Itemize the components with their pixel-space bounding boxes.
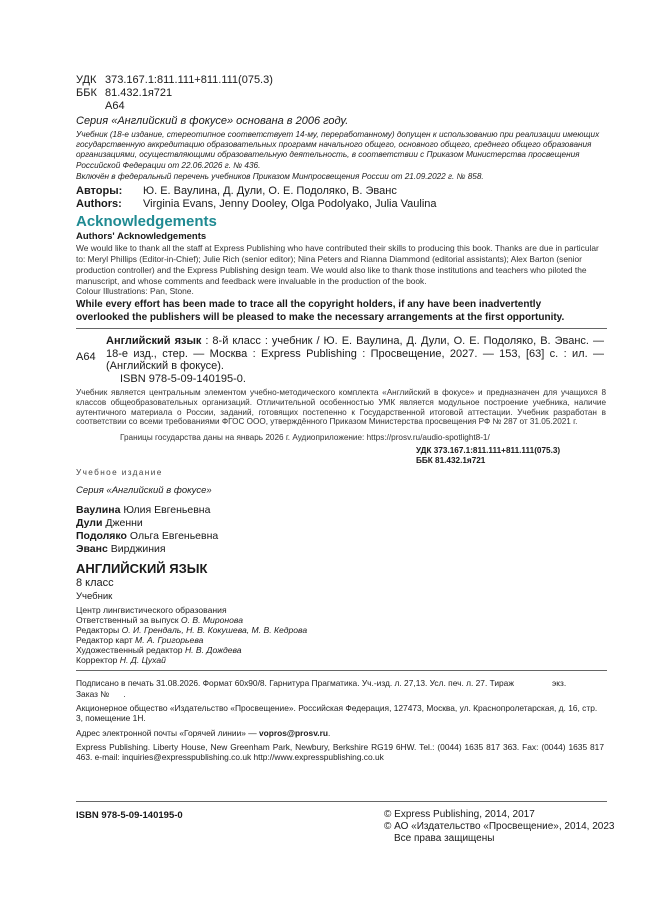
staff-value: М. А. Григорьева: [135, 635, 204, 645]
acknowledgements-subheading: Authors' Acknowledgements: [76, 231, 207, 242]
catalog-description: [106, 335, 604, 373]
staff-value: Н. В. Дождева: [184, 645, 242, 655]
catalog-bbk: ББК 81.432.1я721: [416, 456, 486, 465]
person-vaulina: [76, 504, 210, 517]
authors-ru-value: Ю. Е. Ваулина, Д. Дули, О. Е. Подоляко, В. Эванс: [143, 185, 397, 197]
series-note: Серия «Английский в фокусе» основана в 2006 году.: [76, 115, 349, 127]
book-kind: Учебник: [76, 591, 113, 602]
person-name: Вирджиния: [110, 543, 166, 555]
print-info-line1: [76, 678, 604, 688]
print-info-line2: [76, 689, 604, 699]
approval-note: Учебник (18-е издание, стереотипное соответствует 14-му, переработанному) допущен к использованию при реализации имеющих государственную аккредитацию образовательных программ начального общего, основного общего, среднего общего образования организациями, осуществляющими образовательную деятельность, в соответствии с Приказом Министерства просвещения Российской Федерации от 22.06.2026 г. № 436.: [76, 130, 600, 170]
catalog-isbn: ISBN 978-5-09-140195-0.: [120, 373, 246, 385]
company-info: Акционерное общество «Издательство «Просвещение». Российская Федерация, 127473, Москва, ул. Краснопролетарская, д. 16, стр. 3, помещение 1Н.: [76, 703, 598, 724]
catalog-code: А64: [105, 100, 125, 112]
person-name: Дженни: [105, 517, 143, 529]
person-surname: Ваулина: [76, 504, 121, 516]
person-surname: Эванс: [76, 543, 108, 555]
email-end: .: [327, 728, 331, 738]
authors-ru: [76, 185, 397, 198]
book-grade: 8 класс: [76, 577, 114, 589]
email-value: vopros@prosv.ru: [258, 728, 328, 738]
divider-top: [76, 328, 607, 329]
colour-illustrations: Colour Illustrations: Pan, Stone.: [76, 286, 194, 296]
udk-label: УДК: [76, 74, 97, 86]
catalog-udk: УДК 373.167.1:811.111+811.111(075.3): [416, 446, 561, 455]
copyright-holders-note: While every effort has been made to trace all the copyright holders, if any have been inadvertently overlooked the publishers will be pleased to make the necessary arrangements at the first opportunity.: [76, 299, 565, 323]
staff-value: Н. Д. Цухай: [119, 655, 166, 665]
print-info-text: Подписано в печать 31.08.2026. Формат 60x90/8. Гарнитура Прагматика. Уч.-изд. л. 27,13. Усл. печ. л. 27. Тираж: [76, 678, 514, 688]
email-label: Адрес электронной почты «Горячей линии» —: [76, 728, 257, 738]
series-name: Серия «Английский в фокусе»: [76, 485, 212, 496]
acknowledgements-heading: Acknowledgements: [76, 213, 217, 230]
order-number-label: Заказ №: [76, 689, 110, 699]
hotline-email-line: [76, 728, 604, 738]
catalog-card-code: А64: [76, 351, 96, 363]
express-publishing-info: Express Publishing. Liberty House, New Greenham Park, Newbury, Berkshire RG19 6HW. Tel.: (0044) 1635 817 363. Fax: (0044) 1635 817 463. e-mail: inquiries@expresspublishing.co.uk http://www.expresspublishing.co.uk: [76, 742, 604, 763]
edition-type: Учебное издание: [76, 468, 163, 477]
person-name: Ольга Евгеньевна: [129, 530, 219, 542]
copyright-line: © Express Publishing, 2014, 2017: [384, 809, 535, 820]
federal-list-note: Включён в федеральный перечень учебников Приказом Минпросвещения России от 21.09.2022 г. № 858.: [76, 172, 484, 181]
staff-label: Редакторы: [76, 625, 120, 635]
order-number-dot: .: [123, 689, 126, 699]
book-title: АНГЛИЙСКИЙ ЯЗЫК: [76, 561, 208, 576]
authors-en: [76, 198, 437, 211]
bbk-value: 81.432.1я721: [105, 87, 173, 99]
udk-value: 373.167.1:811.111+811.111(075.3): [105, 74, 273, 86]
staff-center: Центр лингвистического образования: [76, 605, 227, 615]
borders-audio-note: Границы государства даны на январь 2026 г. Аудиоприложение: https://prosv.ru/audio-spotlight8-1/: [120, 433, 490, 442]
staff-value: О. В. Миронова: [180, 615, 243, 625]
divider-bottom: [76, 801, 607, 802]
bbk-label: ББК: [76, 87, 97, 99]
udk-line: [76, 74, 273, 87]
staff-label: Редактор карт: [76, 635, 133, 645]
bbk-line: [76, 87, 172, 100]
staff-corrector: [76, 656, 166, 666]
authors-en-label: Authors:: [76, 198, 122, 210]
authors-ru-label: Авторы:: [76, 185, 123, 197]
person-name: Юлия Евгеньевна: [123, 504, 211, 516]
catalog-title: Английский язык: [106, 335, 202, 347]
staff-label: Ответственный за выпуск: [76, 615, 179, 625]
person-dooley: [76, 517, 143, 530]
copyright-line: © АО «Издательство «Просвещение», 2014, 2023: [384, 821, 615, 832]
catalog-abstract: Учебник является центральным элементом учебно-методического комплекта «Английский в фокусе» и предназначен для учащихся 8 классов общеобразовательных организаций. Отличительной особенностью УМК является модульное построение учебника, наличие аутентичного материала о России, заданий, готовящих постепенно к Государственной итоговой аттестации. Учебник разработан в соответствии со всеми требованиями ФГОС ООО, утверждённого Приказом Министерства просвещения РФ № 287 от 31.05.2021 г.: [76, 388, 606, 427]
person-podolyako: [76, 530, 218, 543]
catalog-text: : 8-й класс : учебник / Ю. Е. Ваулина, Д. Дули, О. Е. Подоляко, В. Эванс. — 18-е изд., стер. — Москва : Express Publishing : Просвещение, 2027. — 153, [63] с. : ил. — (Английский в фокусе).: [106, 335, 604, 372]
staff-value: О. И. Грендаль, Н. В. Кокушева, М. В. Кедрова: [121, 625, 308, 635]
staff-label: Корректор: [76, 655, 118, 665]
person-surname: Подоляко: [76, 530, 127, 542]
divider-middle: [76, 670, 607, 671]
person-evans: [76, 543, 166, 556]
authors-en-value: Virginia Evans, Jenny Dooley, Olga Podolyako, Julia Vaulina: [143, 198, 437, 210]
staff-label: Художественный редактор: [76, 645, 183, 655]
copyright-block: [384, 809, 614, 845]
person-surname: Дули: [76, 517, 103, 529]
acknowledgements-text: We would like to thank all the staff at Express Publishing who have contributed their skills to producing this book. Thanks are due in particular to: Meryl Phillips (Editor-in-Chief); Julie Rich (senior editor); Nina Peters and Rianna Diammond (editorial assistants); Alex Barton (senior production controller) and the Express Publishing design team. We would also like to thank those institutions and teachers who piloted the manuscript, and whose comments and feedback were invaluable in the production of the book.: [76, 243, 599, 286]
copyright-line: Все права защищены: [394, 833, 495, 844]
isbn-footer: ISBN 978-5-09-140195-0: [76, 810, 183, 821]
print-info-ekz: экз.: [551, 678, 567, 688]
